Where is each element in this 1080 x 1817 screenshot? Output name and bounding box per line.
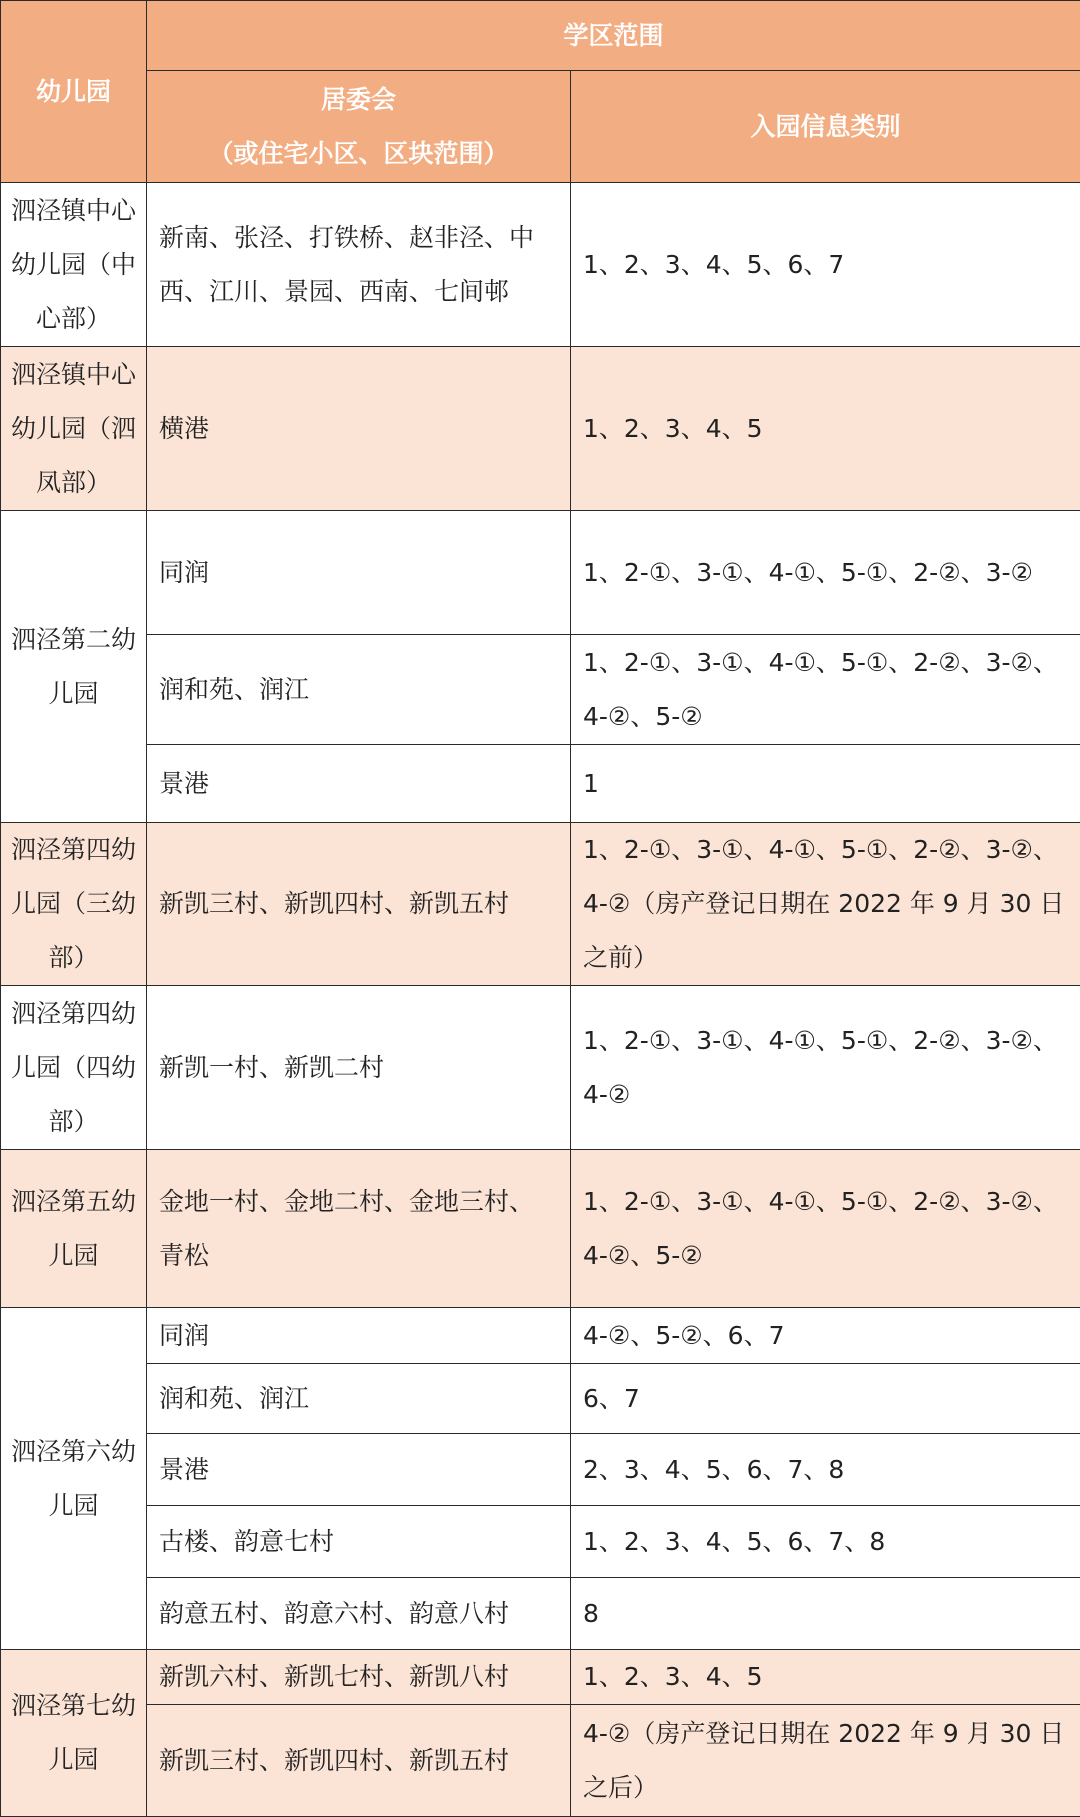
committee-cell: 韵意五村、韵意六村、韵意八村 — [147, 1578, 571, 1650]
category-cell: 1、2、3、4、5 — [571, 347, 1080, 511]
committee-cell: 新南、张泾、打铁桥、赵非泾、中西、江川、景园、西南、七间邨 — [147, 183, 571, 347]
header-committee-line2: （或住宅小区、区块范围） — [153, 127, 564, 181]
category-cell: 2、3、4、5、6、7、8 — [571, 1434, 1080, 1506]
header-scope: 学区范围 — [147, 1, 1080, 71]
category-cell: 1、2-①、3-①、4-①、5-①、2-②、3-② — [571, 511, 1080, 635]
category-cell: 1、2-①、3-①、4-①、5-①、2-②、3-②、4-② — [571, 986, 1080, 1150]
kindergarten-name: 泗泾第四幼儿园（三幼部） — [1, 823, 147, 986]
header-committee-line1: 居委会 — [153, 73, 564, 127]
kindergarten-name: 泗泾第二幼儿园 — [1, 511, 147, 823]
committee-cell: 同润 — [147, 511, 571, 635]
kindergarten-name: 泗泾第四幼儿园（四幼部） — [1, 986, 147, 1150]
kindergarten-name: 泗泾镇中心幼儿园（中心部） — [1, 183, 147, 347]
committee-cell: 古楼、韵意七村 — [147, 1506, 571, 1578]
header-committee — [147, 71, 571, 183]
kindergarten-name: 泗泾第六幼儿园 — [1, 1308, 147, 1650]
header-category: 入园信息类别 — [571, 71, 1080, 183]
kindergarten-name: 泗泾第七幼儿园 — [1, 1650, 147, 1817]
kindergarten-name: 泗泾第五幼儿园 — [1, 1150, 147, 1308]
committee-cell: 润和苑、润江 — [147, 635, 571, 745]
category-cell: 1、2-①、3-①、4-①、5-①、2-②、3-②、4-②、5-② — [571, 635, 1080, 745]
committee-cell: 新凯六村、新凯七村、新凯八村 — [147, 1650, 571, 1705]
kindergarten-name: 泗泾镇中心幼儿园（泗凤部） — [1, 347, 147, 511]
category-cell: 6、7 — [571, 1364, 1080, 1434]
category-cell: 1、2-①、3-①、4-①、5-①、2-②、3-②、4-②、5-② — [571, 1150, 1080, 1308]
category-cell: 4-②（房产登记日期在 2022 年 9 月 30 日之后） — [571, 1705, 1080, 1817]
category-cell: 1、2、3、4、5、6、7、8 — [571, 1506, 1080, 1578]
committee-cell: 润和苑、润江 — [147, 1364, 571, 1434]
committee-cell: 新凯三村、新凯四村、新凯五村 — [147, 1705, 571, 1817]
category-cell: 8 — [571, 1578, 1080, 1650]
category-cell: 1、2、3、4、5、6、7 — [571, 183, 1080, 347]
header-kindergarten: 幼儿园 — [1, 1, 147, 183]
committee-cell: 横港 — [147, 347, 571, 511]
category-cell: 4-②、5-②、6、7 — [571, 1308, 1080, 1364]
committee-cell: 景港 — [147, 745, 571, 823]
committee-cell: 新凯三村、新凯四村、新凯五村 — [147, 823, 571, 986]
committee-cell: 同润 — [147, 1308, 571, 1364]
committee-cell: 金地一村、金地二村、金地三村、青松 — [147, 1150, 571, 1308]
committee-cell: 景港 — [147, 1434, 571, 1506]
committee-cell: 新凯一村、新凯二村 — [147, 986, 571, 1150]
category-cell: 1、2、3、4、5 — [571, 1650, 1080, 1705]
category-cell: 1、2-①、3-①、4-①、5-①、2-②、3-②、4-②（房产登记日期在 2022 年 9 月 30 日之前） — [571, 823, 1080, 986]
category-cell: 1 — [571, 745, 1080, 823]
